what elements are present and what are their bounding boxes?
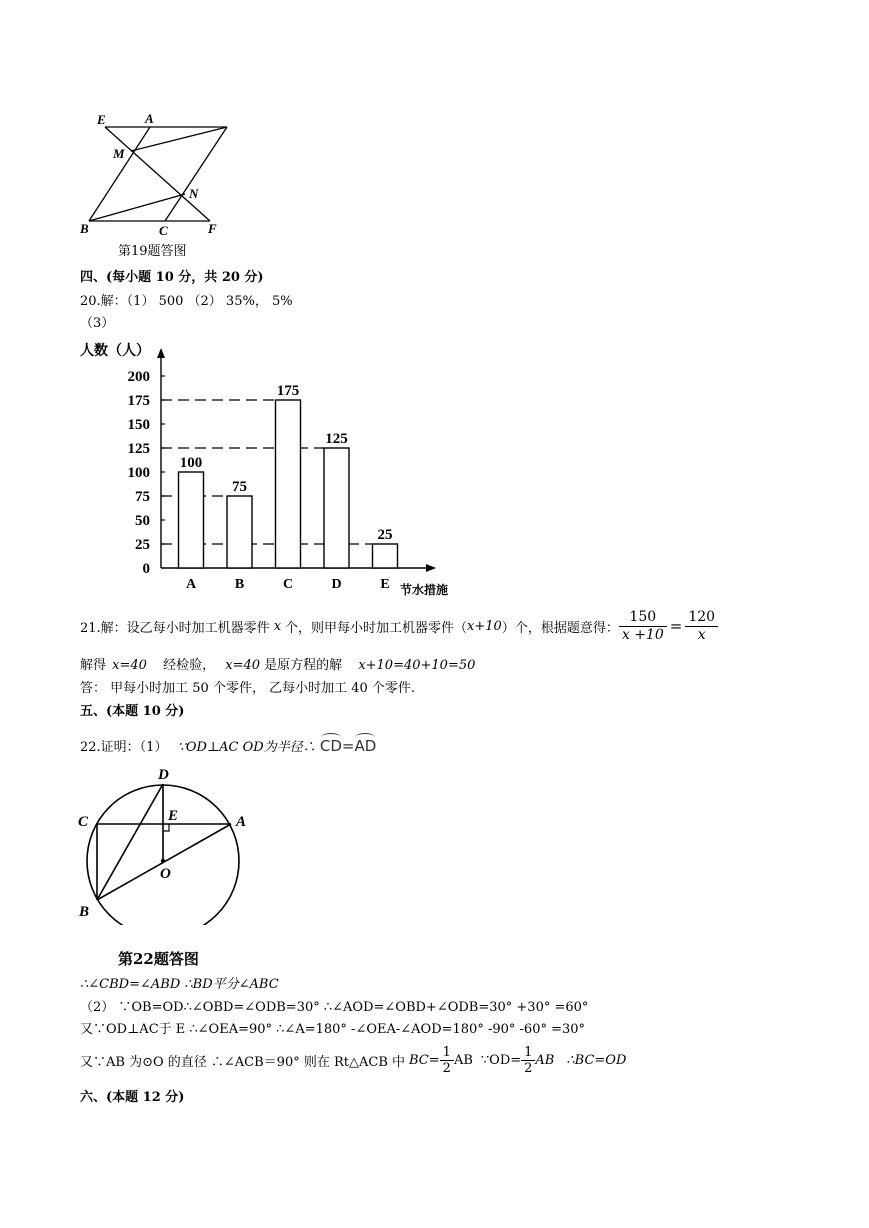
- y-tick-label: 175: [127, 393, 150, 409]
- section-4-title: 四、(每小题 10 分，共 20 分): [80, 270, 264, 285]
- q21-frac2-num: 120: [685, 609, 718, 627]
- bar: [276, 400, 301, 568]
- fig22-caption: 第22题答图: [118, 950, 199, 968]
- x-tick-label: C: [282, 577, 294, 592]
- q22-half2-num: 1: [521, 1045, 535, 1061]
- q21-intro-c: ）个，根据题意得：: [501, 620, 619, 636]
- q22-line3: （2） ∵OB=OD∴∠OBD=∠ODB=30° ∴∠AOD=∠OBD+∠ODB=30° +30° =60°: [80, 1000, 589, 1015]
- q21-var-x: x: [273, 618, 282, 634]
- q21-line1: [80, 606, 718, 646]
- q22-line5: [80, 1040, 626, 1080]
- q22-line2: ∴∠CBD=∠ABD ∴BD平分∠ABC: [80, 977, 279, 992]
- bar: [179, 472, 204, 568]
- bar-data-label: 175: [276, 383, 300, 399]
- q21-fraction-1: [619, 609, 667, 644]
- fig19-label-n: N: [189, 186, 199, 201]
- y-tick-label: 0: [142, 561, 150, 577]
- fig19-label-m: M: [113, 146, 125, 161]
- q22-half-fraction-2: [521, 1045, 535, 1076]
- q22-line1-a: 22.证明：（1）: [80, 740, 168, 755]
- q21-line2-c: 是原方程的解: [264, 658, 343, 673]
- fig22-label-b: B: [79, 904, 90, 920]
- bar: [373, 544, 398, 568]
- q21-expr: x+10: [467, 618, 502, 634]
- q21-line2-eq: x=40: [112, 658, 147, 673]
- bar: [227, 496, 252, 568]
- q22-line5-a: 又∵AB 为⊙O 的直径 ∴∠ACB＝90° 则在 Rt△ACB 中: [80, 1054, 406, 1070]
- x-axis-arrow: [426, 564, 436, 572]
- q22-half-fraction-1: [440, 1045, 454, 1076]
- q22-line5-ab: AB: [453, 1052, 473, 1068]
- fig22-label-e: E: [168, 808, 179, 824]
- fig19-label-e: E: [97, 112, 106, 127]
- q22-line5-b: ∵OD=: [480, 1052, 522, 1068]
- q22-half1-den: 2: [442, 1060, 451, 1076]
- bar-data-label: 25: [377, 527, 393, 543]
- q20-line1: 20.解：（1） 500 （2） 35%， 5%: [80, 294, 293, 309]
- y-tick-label: 200: [127, 369, 150, 385]
- fig19-caption: 第19题答图: [118, 244, 187, 259]
- bar-chart: [78, 336, 468, 602]
- q21-fraction-2: [685, 609, 718, 644]
- fig22-label-a: A: [236, 814, 247, 830]
- q21-line2-b: 经检验，: [163, 658, 216, 673]
- figure-22: [72, 760, 257, 925]
- q21-line2-a: 解得: [80, 658, 107, 673]
- y-tick-label: 50: [135, 513, 150, 529]
- y-tick-label: 125: [127, 441, 150, 457]
- fig22-label-d: D: [158, 767, 169, 783]
- y-axis-arrow: [157, 348, 165, 358]
- q20-line2: （3）: [80, 316, 115, 331]
- q22-line5-c: ∴BC=OD: [566, 1052, 627, 1068]
- figure-19: [70, 105, 250, 240]
- bar-data-label: 125: [325, 431, 348, 447]
- q21-intro-b: 个，则甲每小时加工机器零件（: [285, 620, 468, 636]
- q22-line4: 又∵OD⊥AC于 E ∴∠OEA=90° ∴∠A=180° -∠OEA-∠AOD=180° -90° -60° =30°: [80, 1022, 586, 1037]
- q21-frac1-den: x +10: [621, 626, 664, 643]
- x-axis-label: 节水措施: [400, 583, 449, 597]
- q21-line2-d: x+10=40+10=50: [358, 658, 476, 673]
- y-axis-label: 人数（人）: [80, 344, 150, 359]
- x-tick-label: D: [331, 577, 342, 592]
- q22-line1: [80, 736, 376, 755]
- q21-equals: =: [669, 617, 683, 635]
- fig22-label-c: C: [78, 814, 89, 830]
- fig19-label-a: A: [145, 111, 154, 126]
- q21-intro-a: 21.解：设乙每小时加工机器零件: [80, 620, 270, 636]
- fig19-label-c: C: [159, 223, 168, 238]
- q22-arc-equals: =: [341, 737, 355, 755]
- q22-half1-num: 1: [440, 1045, 454, 1061]
- bar-data-label: 100: [179, 455, 203, 471]
- q21-line2: [80, 654, 475, 673]
- bar-data-label: 75: [232, 479, 247, 495]
- y-tick-label: 75: [135, 489, 150, 505]
- q22-half2-den: 2: [524, 1060, 533, 1076]
- section-5-title: 五、(本题 10 分): [80, 704, 185, 719]
- fig19-label-b: B: [80, 221, 89, 236]
- q22-arc-ad: AD: [354, 737, 377, 755]
- q21-answer: 答： 甲每小时加工 50 个零件， 乙每小时加工 40 个零件.: [80, 681, 416, 696]
- q22-line5-ab2: AB: [535, 1052, 555, 1068]
- fig19-label-f: F: [208, 221, 217, 236]
- q22-arc-cd: CD: [319, 737, 342, 755]
- x-tick-label: B: [234, 577, 245, 592]
- q22-line5-bc: BC=: [409, 1052, 440, 1068]
- q22-line1-b: ∵OD⊥AC OD为半径∴: [177, 740, 316, 755]
- x-tick-label: A: [185, 577, 197, 592]
- y-tick-label: 150: [127, 417, 150, 433]
- section-6-title: 六、(本题 12 分): [80, 1090, 185, 1105]
- bar: [324, 448, 349, 568]
- y-tick-label: 100: [127, 465, 150, 481]
- y-tick-label: 25: [135, 537, 150, 553]
- x-tick-label: E: [380, 577, 390, 592]
- q21-line2-eq2: x=40: [225, 658, 261, 673]
- q21-frac1-num: 150: [619, 609, 667, 627]
- fig22-label-o: O: [160, 866, 171, 882]
- q21-frac2-den: x: [697, 626, 706, 643]
